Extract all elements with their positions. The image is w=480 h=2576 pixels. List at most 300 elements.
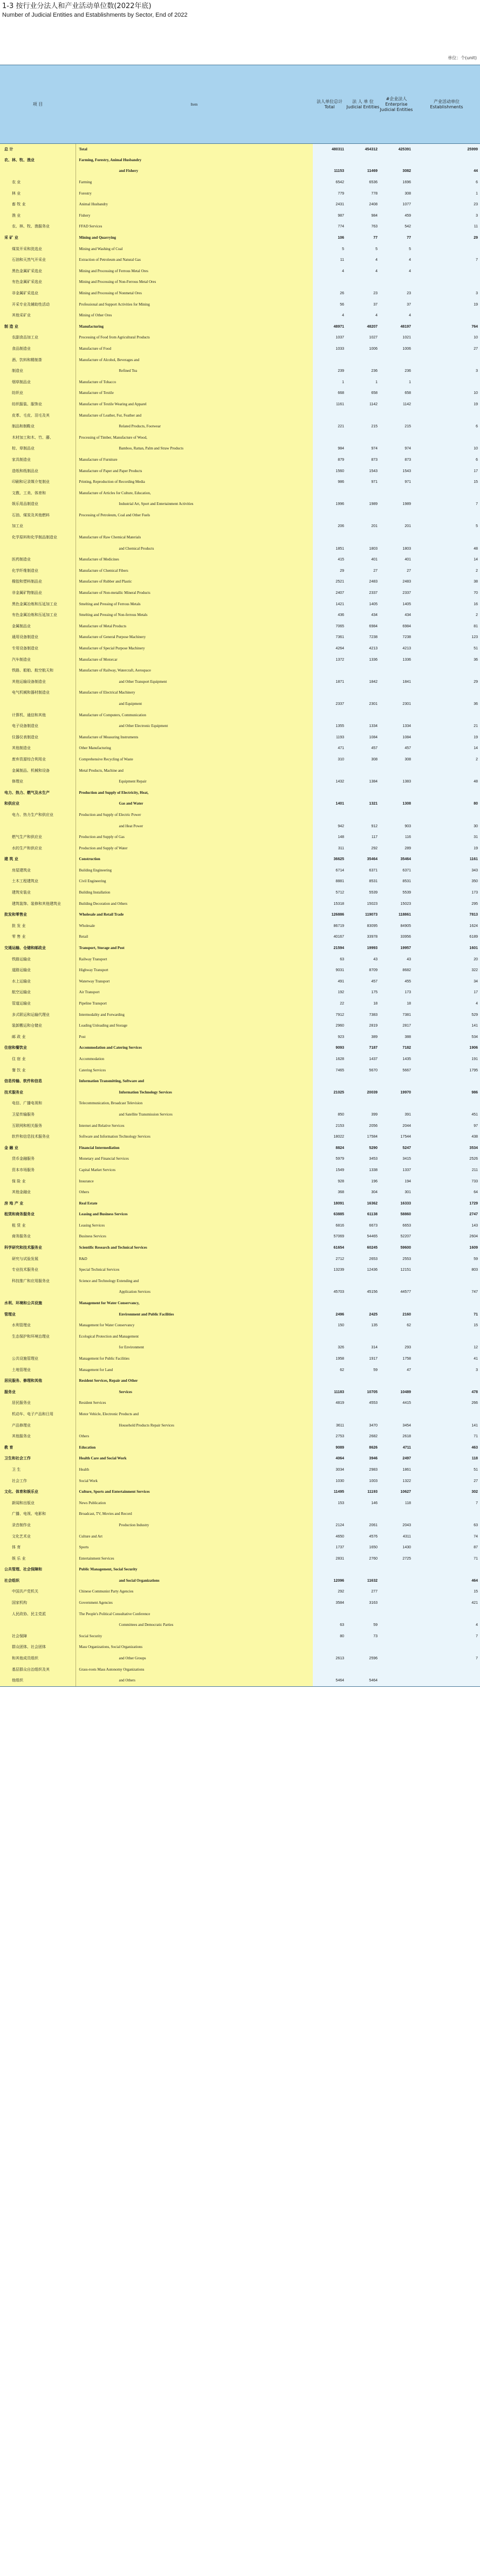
table-row xyxy=(0,1442,480,1453)
row-label-zh: 纺织服装、服饰业 xyxy=(0,399,76,410)
cell-judicial: 912 xyxy=(346,821,380,832)
cell-judicial: 4 xyxy=(346,266,380,277)
row-label-zh: 管道运输业 xyxy=(0,998,76,1009)
cell-establishments: 27 xyxy=(413,1476,480,1487)
cell-enterprise xyxy=(380,532,413,543)
row-label-zh: 其他服务业 xyxy=(0,1431,76,1442)
row-label-en: Broadcast, TV, Movies and Record xyxy=(76,1509,313,1520)
cell-establishments: 4 xyxy=(413,1619,480,1631)
cell-enterprise: 84905 xyxy=(380,920,413,932)
cell-total: 6816 xyxy=(313,1220,346,1231)
row-label-en: Manufacture of Medicines xyxy=(76,554,313,565)
cell-enterprise: 1803 xyxy=(380,543,413,555)
row-label-en: and Other Groups xyxy=(76,1653,313,1664)
cell-enterprise xyxy=(380,1098,413,1110)
table-row xyxy=(0,1131,480,1142)
row-label-zh: 总 计 xyxy=(0,144,76,155)
cell-total: 86719 xyxy=(313,920,346,932)
row-label-en: Post xyxy=(76,1031,313,1043)
cell-total: 21025 xyxy=(313,1087,346,1098)
row-label-en: Insurance xyxy=(76,1176,313,1187)
cell-judicial: 7383 xyxy=(346,1009,380,1021)
table-row xyxy=(0,1520,480,1531)
row-label-zh: 汽车制造业 xyxy=(0,654,76,666)
row-label-en: and Equipment xyxy=(76,698,313,710)
row-label-en: Grass-roots Mass Autonomy Organizations xyxy=(76,1664,313,1675)
row-label-en: Resident Services xyxy=(76,1398,313,1409)
row-label-en: Leasing Services xyxy=(76,1220,313,1231)
cell-judicial: 3163 xyxy=(346,1597,380,1609)
row-label-zh: 酒、饮料和精制茶 xyxy=(0,355,76,366)
cell-total: 1037 xyxy=(313,333,346,344)
cell-enterprise: 1758 xyxy=(380,1353,413,1365)
cell-total xyxy=(313,432,346,444)
row-label-en: Equipment Repair xyxy=(76,776,313,787)
cell-total: 45703 xyxy=(313,1287,346,1298)
cell-total xyxy=(313,1564,346,1576)
cell-total: 326 xyxy=(313,1342,346,1354)
row-label-zh: 农、林、牧、渔业 xyxy=(0,155,76,166)
table-row xyxy=(0,1675,480,1686)
cell-total: 6714 xyxy=(313,865,346,876)
row-label-en: Railway Transport xyxy=(76,954,313,965)
row-label-en: Farming xyxy=(76,177,313,188)
header-judicial xyxy=(346,65,380,144)
cell-total xyxy=(313,1076,346,1087)
table-row xyxy=(0,1009,480,1021)
cell-total xyxy=(313,1098,346,1110)
cell-judicial: 457 xyxy=(346,743,380,754)
cell-judicial: 6536 xyxy=(346,177,380,188)
row-label-zh: 专业技术服务业 xyxy=(0,1264,76,1276)
cell-judicial: 1084 xyxy=(346,732,380,743)
cell-enterprise: 391 xyxy=(380,1109,413,1120)
table-row xyxy=(0,765,480,777)
cell-enterprise: 425391 xyxy=(380,144,413,155)
row-label-zh: 服务业 xyxy=(0,1387,76,1398)
cell-establishments: 81 xyxy=(413,621,480,632)
row-label-en: Real Estate xyxy=(76,1198,313,1209)
cell-judicial xyxy=(346,1276,380,1287)
page-subtitle: Number of Judicial Entities and Establishments by Sector, End of 2022 xyxy=(2,12,188,18)
cell-establishments: 23 xyxy=(413,199,480,210)
table-row xyxy=(0,1054,480,1065)
table-row xyxy=(0,1065,480,1076)
table-row xyxy=(0,388,480,399)
cell-establishments: 322 xyxy=(413,965,480,976)
cell-total: 12096 xyxy=(313,1575,346,1587)
cell-establishments: 350 xyxy=(413,876,480,888)
table-row xyxy=(0,1031,480,1043)
cell-establishments: 1609 xyxy=(413,1242,480,1254)
cell-establishments: 173 xyxy=(413,887,480,898)
row-label-zh: 木材加工和木、竹、藤、 xyxy=(0,432,76,444)
cell-judicial: 15023 xyxy=(346,898,380,910)
cell-total xyxy=(313,1276,346,1287)
cell-enterprise xyxy=(380,1509,413,1520)
table-row xyxy=(0,1109,480,1120)
table-row xyxy=(0,1231,480,1243)
cell-judicial: 277 xyxy=(346,1587,380,1598)
cell-total: 2124 xyxy=(313,1520,346,1531)
row-label-zh: 铁路运输业 xyxy=(0,954,76,965)
cell-judicial: 59 xyxy=(346,1619,380,1631)
row-label-zh: 卫 生 xyxy=(0,1464,76,1476)
cell-enterprise: 77 xyxy=(380,232,413,244)
cell-total: 22 xyxy=(313,998,346,1009)
row-label-en: Manufacture of Railway, Watercraft, Aerospace xyxy=(76,665,313,676)
cell-judicial: 2983 xyxy=(346,1464,380,1476)
cell-judicial: 11193 xyxy=(346,1486,380,1498)
cell-total: 239 xyxy=(313,365,346,377)
row-label-en: Intermodality and Forwarding xyxy=(76,1009,313,1021)
cell-total xyxy=(313,1298,346,1309)
row-label-en: Civil Engineering xyxy=(76,876,313,888)
cell-judicial: 196 xyxy=(346,1176,380,1187)
cell-establishments: 118 xyxy=(413,1453,480,1465)
cell-enterprise: 388 xyxy=(380,1031,413,1043)
cell-enterprise xyxy=(380,1642,413,1653)
cell-total: 491 xyxy=(313,976,346,987)
cell-establishments: 16 xyxy=(413,599,480,610)
cell-judicial: 1336 xyxy=(346,654,380,666)
cell-establishments: 747 xyxy=(413,1287,480,1298)
header-item-zh xyxy=(0,65,76,144)
table-row xyxy=(0,1564,480,1576)
cell-establishments: 343 xyxy=(413,865,480,876)
cell-establishments xyxy=(413,665,480,676)
row-label-zh: 房 地 产 业 xyxy=(0,1198,76,1209)
table-row xyxy=(0,698,480,710)
cell-total: 18091 xyxy=(313,1198,346,1209)
table-row xyxy=(0,776,480,787)
cell-enterprise: 116 xyxy=(380,832,413,843)
cell-judicial: 43 xyxy=(346,954,380,965)
table-row xyxy=(0,1431,480,1442)
row-label-en: Chinese Communist Party Agencies xyxy=(76,1587,313,1598)
cell-total: 310 xyxy=(313,754,346,765)
cell-total xyxy=(313,710,346,721)
table-row xyxy=(0,854,480,865)
table-row xyxy=(0,1098,480,1110)
row-label-zh: 技术服务业 xyxy=(0,1087,76,1098)
table-row xyxy=(0,1375,480,1387)
cell-enterprise: 301 xyxy=(380,1187,413,1198)
row-label-en: Entertainment Services xyxy=(76,1553,313,1564)
cell-total: 26 xyxy=(313,288,346,299)
row-label-zh xyxy=(0,543,76,555)
cell-establishments: 986 xyxy=(413,1087,480,1098)
cell-judicial xyxy=(346,277,380,288)
cell-enterprise: 2483 xyxy=(380,577,413,588)
cell-enterprise: 4311 xyxy=(380,1531,413,1542)
cell-establishments: 48 xyxy=(413,776,480,787)
row-label-en: Manufacture of Furniture xyxy=(76,454,313,466)
table-row xyxy=(0,1353,480,1365)
table-row xyxy=(0,1276,480,1287)
table-row xyxy=(0,732,480,743)
row-label-en: Others xyxy=(76,1431,313,1442)
page-title: 1-3 按行业分法人和产业活动单位数(2022年底) xyxy=(2,2,152,10)
cell-judicial: 11632 xyxy=(346,1575,380,1587)
cell-judicial: 77 xyxy=(346,232,380,244)
table-row xyxy=(0,521,480,532)
cell-enterprise: 1 xyxy=(380,377,413,388)
cell-judicial: 7187 xyxy=(346,1043,380,1054)
cell-establishments: 2 xyxy=(413,610,480,621)
cell-total: 2153 xyxy=(313,1120,346,1132)
table-row xyxy=(0,1076,480,1087)
cell-total: 221 xyxy=(313,421,346,432)
cell-establishments: 302 xyxy=(413,1486,480,1498)
cell-judicial: 2056 xyxy=(346,1120,380,1132)
cell-total: 21594 xyxy=(313,943,346,954)
cell-establishments: 10 xyxy=(413,388,480,399)
header-zh: 法人单位总计 xyxy=(317,99,342,104)
cell-judicial: 1027 xyxy=(346,333,380,344)
cell-total xyxy=(313,1375,346,1387)
cell-total: 1033 xyxy=(313,343,346,355)
cell-judicial: 873 xyxy=(346,454,380,466)
row-label-en: Fishery xyxy=(76,210,313,221)
row-label-en: Pipeline Transport xyxy=(76,998,313,1009)
row-label-en: Construction xyxy=(76,854,313,865)
cell-judicial xyxy=(346,765,380,777)
cell-establishments: 17 xyxy=(413,987,480,999)
cell-enterprise: 5 xyxy=(380,244,413,255)
row-label-en: Health Care and Social Work xyxy=(76,1453,313,1465)
table-row xyxy=(0,1087,480,1098)
cell-establishments: 764 xyxy=(413,321,480,333)
row-label-en: Manufacture of Articles for Culture, Education, xyxy=(76,488,313,499)
cell-total: 3584 xyxy=(313,1597,346,1609)
table-row xyxy=(0,1619,480,1631)
row-label-zh: 和其他成员组织 xyxy=(0,1653,76,1664)
cell-total: 3611 xyxy=(313,1420,346,1431)
table-row xyxy=(0,454,480,466)
row-label-zh: 居民服务业 xyxy=(0,1398,76,1409)
cell-judicial: 73 xyxy=(346,1631,380,1642)
row-label-zh: 林 业 xyxy=(0,188,76,199)
table-row xyxy=(0,476,480,488)
row-label-zh: 专用设备制造业 xyxy=(0,643,76,654)
cell-enterprise xyxy=(380,1597,413,1609)
cell-establishments xyxy=(413,1098,480,1110)
cell-establishments xyxy=(413,809,480,821)
cell-total: 56 xyxy=(313,299,346,310)
row-label-en: Production and Supply of Water xyxy=(76,843,313,854)
cell-total: 850 xyxy=(313,1109,346,1120)
cell-establishments: 27 xyxy=(413,343,480,355)
table-row xyxy=(0,1298,480,1309)
table-row xyxy=(0,887,480,898)
row-label-en: Extraction of Petroleum and Natural Gas xyxy=(76,254,313,266)
cell-judicial: 61138 xyxy=(346,1209,380,1221)
row-label-zh: 家具制造业 xyxy=(0,454,76,466)
row-label-zh: 多式联运和运输代理业 xyxy=(0,1009,76,1021)
unit-note: 单位：个(unit) xyxy=(448,56,477,60)
cell-judicial: 778 xyxy=(346,188,380,199)
cell-total: 4 xyxy=(313,266,346,277)
row-label-en: News Publication xyxy=(76,1498,313,1509)
cell-judicial xyxy=(346,432,380,444)
cell-total xyxy=(313,155,346,166)
cell-enterprise: 18 xyxy=(380,998,413,1009)
cell-enterprise xyxy=(380,277,413,288)
cell-establishments: 34 xyxy=(413,976,480,987)
table-row xyxy=(0,710,480,721)
row-label-zh: 娱乐用品制造业 xyxy=(0,499,76,510)
cell-judicial: 1437 xyxy=(346,1054,380,1065)
row-label-en: Culture, Sports and Entertainment Services xyxy=(76,1486,313,1498)
row-label-en: Manufacture of Textile xyxy=(76,388,313,399)
cell-judicial: 146 xyxy=(346,1498,380,1509)
cell-total: 1958 xyxy=(313,1353,346,1365)
cell-establishments xyxy=(413,1564,480,1576)
table-row xyxy=(0,1264,480,1276)
row-label-en: Financial Intermediation xyxy=(76,1142,313,1154)
table-row xyxy=(0,1120,480,1132)
row-label-zh: 管理业 xyxy=(0,1309,76,1320)
cell-enterprise: 434 xyxy=(380,610,413,621)
cell-establishments: 7 xyxy=(413,1653,480,1664)
cell-judicial: 54465 xyxy=(346,1231,380,1243)
cell-judicial: 45156 xyxy=(346,1287,380,1298)
table-row xyxy=(0,444,480,455)
row-label-zh: 娱 乐 业 xyxy=(0,1553,76,1564)
cell-establishments xyxy=(413,244,480,255)
cell-total: 5 xyxy=(313,244,346,255)
cell-total: 1193 xyxy=(313,732,346,743)
table-row xyxy=(0,210,480,221)
row-label-zh: 电力、热力、燃气及水生产 xyxy=(0,787,76,799)
cell-enterprise: 308 xyxy=(380,188,413,199)
cell-total: 1161 xyxy=(313,399,346,410)
row-label-zh: 其他运输设备制造业 xyxy=(0,676,76,688)
cell-total: 11 xyxy=(313,254,346,266)
cell-enterprise: 6371 xyxy=(380,865,413,876)
header-en: Judicial Entities xyxy=(346,104,380,109)
cell-enterprise xyxy=(380,1619,413,1631)
cell-enterprise xyxy=(380,1331,413,1342)
row-label-zh: 道路运输业 xyxy=(0,965,76,976)
cell-total xyxy=(313,488,346,499)
row-label-en: Information Technology Services xyxy=(76,1087,313,1098)
row-label-en: Industrial Art, Sport and Entertainment Activities xyxy=(76,499,313,510)
cell-establishments: 7813 xyxy=(413,909,480,920)
row-label-zh: 国家机构 xyxy=(0,1597,76,1609)
cell-establishments: 29 xyxy=(413,676,480,688)
cell-establishments: 48 xyxy=(413,543,480,555)
row-label-zh: 加工业 xyxy=(0,521,76,532)
cell-establishments: 15 xyxy=(413,1320,480,1331)
cell-judicial: 35464 xyxy=(346,854,380,865)
cell-total: 4650 xyxy=(313,1531,346,1542)
table-row xyxy=(0,310,480,321)
cell-total xyxy=(313,765,346,777)
row-label-zh: 货币金融服务 xyxy=(0,1154,76,1165)
row-label-en: and Others xyxy=(76,1675,313,1686)
cell-enterprise: 971 xyxy=(380,476,413,488)
cell-total: 40167 xyxy=(313,932,346,943)
row-label-zh: 信息传输、软件和信息 xyxy=(0,1076,76,1087)
cell-total: 63 xyxy=(313,954,346,965)
row-label-en: The People's Political Consultative Conference xyxy=(76,1609,313,1620)
cell-enterprise xyxy=(380,688,413,699)
cell-establishments: 59 xyxy=(413,1254,480,1265)
table-row xyxy=(0,565,480,577)
cell-judicial: 1384 xyxy=(346,776,380,787)
row-label-en: Retail xyxy=(76,932,313,943)
row-label-zh: 畜 牧 业 xyxy=(0,199,76,210)
cell-establishments: 6 xyxy=(413,421,480,432)
cell-enterprise: 16333 xyxy=(380,1198,413,1209)
cell-judicial: 3453 xyxy=(346,1154,380,1165)
cell-total: 2712 xyxy=(313,1254,346,1265)
table-row xyxy=(0,943,480,954)
row-label-zh: 非金属矿物制品业 xyxy=(0,587,76,599)
cell-enterprise: 4 xyxy=(380,266,413,277)
cell-establishments: 25999 xyxy=(413,144,480,155)
cell-total: 471 xyxy=(313,743,346,754)
cell-enterprise: 7381 xyxy=(380,1009,413,1021)
table-row xyxy=(0,1142,480,1154)
table-row xyxy=(0,1476,480,1487)
cell-judicial: 4 xyxy=(346,254,380,266)
cell-establishments: 71 xyxy=(413,1309,480,1320)
row-label-en: Capital Market Services xyxy=(76,1165,313,1176)
header-establishments xyxy=(413,65,480,144)
cell-judicial xyxy=(346,1609,380,1620)
row-label-zh: 公共设施管理业 xyxy=(0,1353,76,1365)
cell-total: 5464 xyxy=(313,1675,346,1686)
cell-establishments: 6 xyxy=(413,454,480,466)
row-label-en: Printing, Reproduction of Recording Media xyxy=(76,476,313,488)
cell-establishments: 74 xyxy=(413,1531,480,1542)
table-row xyxy=(0,543,480,555)
cell-total: 126886 xyxy=(313,909,346,920)
table-row xyxy=(0,1220,480,1231)
row-label-en: Total xyxy=(76,144,313,155)
row-label-en: Ecological Protection and Management xyxy=(76,1331,313,1342)
cell-total: 923 xyxy=(313,1031,346,1043)
cell-judicial: 27 xyxy=(346,565,380,577)
cell-judicial: 135 xyxy=(346,1320,380,1331)
cell-establishments: 4 xyxy=(413,998,480,1009)
cell-establishments: 211 xyxy=(413,1165,480,1176)
cell-enterprise: 1021 xyxy=(380,333,413,344)
cell-judicial: 5464 xyxy=(346,1675,380,1686)
cell-enterprise: 455 xyxy=(380,976,413,987)
row-label-zh: 棕、草制品业 xyxy=(0,444,76,455)
table-row xyxy=(0,1486,480,1498)
cell-establishments: 1624 xyxy=(413,920,480,932)
cell-total: 8824 xyxy=(313,1142,346,1154)
cell-establishments xyxy=(413,266,480,277)
cell-judicial: 1003 xyxy=(346,1476,380,1487)
table-row xyxy=(0,499,480,510)
cell-establishments xyxy=(413,510,480,521)
cell-establishments: 143 xyxy=(413,1220,480,1231)
row-label-en: Application Services xyxy=(76,1287,313,1298)
cell-total: 1401 xyxy=(313,799,346,810)
row-label-en: Building Decoration and Others xyxy=(76,898,313,910)
cell-enterprise: 1841 xyxy=(380,676,413,688)
row-label-zh: 石油和天然气开采业 xyxy=(0,254,76,266)
cell-judicial: 2425 xyxy=(346,1309,380,1320)
cell-enterprise: 33956 xyxy=(380,932,413,943)
cell-enterprise xyxy=(380,765,413,777)
